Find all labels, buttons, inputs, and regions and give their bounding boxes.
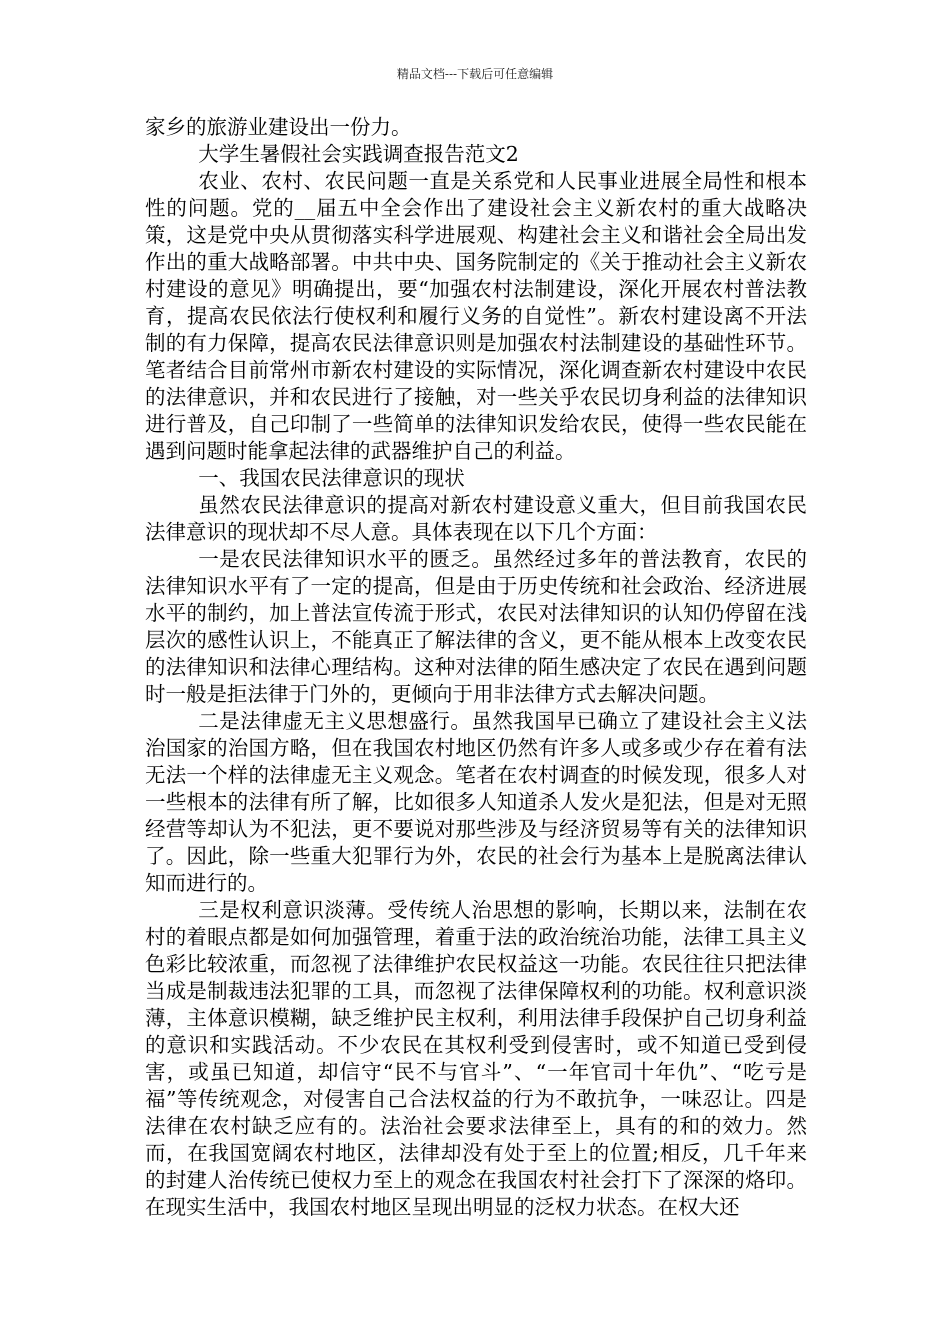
section-heading: 一、我国农民法律意识的现状	[198, 466, 465, 490]
section-title: 大学生暑假社会实践调查报告范文2	[198, 142, 519, 166]
paragraph-point-3: 三是权利意识淡薄。受传统人治思想的影响，长期以来，法制在农村的着眼点都是如何加强管理，着重于法的政治统治功能，法律工具主义色彩比较浓重，而忽视了法律维护农民权益这一功能。农民往往只把法律当成是制裁违法犯罪的工具，而忽视了法律保障权利的功能。权利意识淡薄，主体意识模糊，缺乏维护民主权利，利用法律手段保护自己切身利益的意识和实践活动。不少农民在其权利受到侵害时，或不知道已受到侵害，或虽已知道，却信守“民不与官斗”、“一年官司十年仇”、“吃亏是福”等传统观念，对侵害自己合法权益的行为不敢抗争，一味忍让。四是法律在农村缺乏应有的。法治社会要求法律至上，具有的和的效力。然而，在我国宽阔农村地区，法律却没有处于至上的位置;相反，几千年来的封建人治传统已使权力至上的观念在我国农村社会打下了深深的烙印。在现实生活中，我国农村地区呈现出明显的泛权力状态。在权大还	[145, 898, 807, 1219]
document-body	[145, 114, 807, 1221]
paragraph-1: 家乡的旅游业建设出一份力。	[145, 115, 412, 139]
paragraph-point-1: 一是农民法律知识水平的匮乏。虽然经过多年的普法教育，农民的法律知识水平有了一定的提高，但是由于历史传统和社会政治、经济进展水平的制约，加上普法宣传流于形式，农民对法律知识的认知仍停留在浅层次的感性认识上，不能真正了解法律的含义，更不能从根本上改变农民的法律知识和法律心理结构。这种对法律的陌生感决定了农民在遇到问题时一般是拒法律于门外的，更倾向于用非法律方式去解决问题。	[145, 547, 807, 706]
paragraph-intro: 农业、农村、农民问题一直是关系党和人民事业进展全局性和根本性的问题。党的__届五中全会作出了建设社会主义新农村的重大战略决策，这是党中央从贯彻落实科学进展观、构建社会主义和谐社会全局出发作出的重大战略部署。中共中央、国务院制定的《关于推动社会主义新农村建设的意见》明确提出，要“加强农村法制建设，深化开展农村普法教育，提高农民依法行使权利和履行义务的自觉性”。新农村建设离不开法制的有力保障，提高农民法律意识则是加强农村法制建设的基础性环节。笔者结合目前常州市新农村建设的实际情况，深化调查新农村建设中农民的法律意识，并和农民进行了接触，对一些关乎农民切身利益的法律知识进行普及，自己印制了一些简单的法律知识发给农民，使得一些农民能在遇到问题时能拿起法律的武器维护自己的利益。	[145, 169, 807, 463]
paragraph-point-2: 二是法律虚无主义思想盛行。虽然我国早已确立了建设社会主义法治国家的治国方略，但在我国农村地区仍然有许多人或多或少存在着有法无法一个样的法律虚无主义观念。笔者在农村调查的时候发现，很多人对一些根本的法律有所了解，比如很多人知道杀人发火是犯法，但是对无照经营等却认为不犯法，更不要说对那些涉及与经济贸易等有关的法律知识了。因此，除一些重大犯罪行为外，农民的社会行为基本上是脱离法律认知而进行的。	[145, 709, 807, 895]
paragraph-status: 虽然农民法律意识的提高对新农村建设意义重大，但目前我国农民法律意识的现状却不尽人意。具体表现在以下几个方面：	[145, 493, 807, 544]
page-header: 精品文档---下载后可任意编辑	[396, 67, 554, 81]
